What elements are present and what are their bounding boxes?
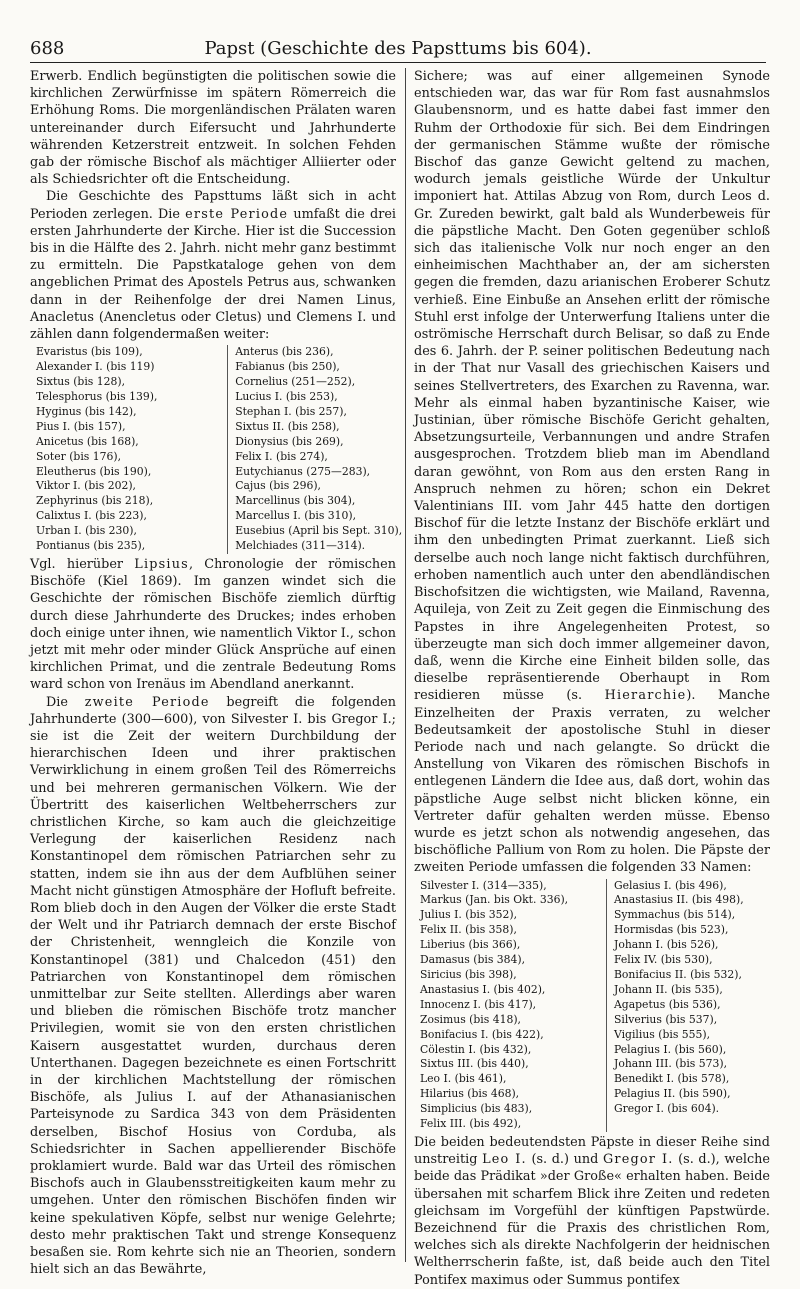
list-item: Symmachus (bis 514), (614, 908, 736, 922)
paragraph (30, 556, 396, 694)
list-item: Bonifacius II. (bis 532), (614, 967, 742, 981)
list-item: Hyginus (bis 142), (36, 404, 137, 418)
list-item: Liberius (bis 366), (420, 938, 521, 952)
page-number: 688 (30, 38, 65, 59)
paragraph: Erwerb. Endlich begünstigten die politischen sowie die kirchlichen Zerwürfnisse im spätern Römerreich die Erhöhung Roms. Die morgenländischen Prälaten waren untereinander durch Eifersucht und Jahrhunderte währenden Ketzerstreit entzweit. In solchen Fehden gab der römische Bischof als mächtiger Alliierter oder als Schiedsrichter oft die Entscheidung. (30, 69, 396, 188)
list-item: Marcellinus (bis 304), (235, 494, 356, 508)
list-item: Zosimus (bis 418), (420, 1012, 521, 1026)
list-item: Anterus (bis 236), (235, 345, 334, 359)
list-item: Telesphorus (bis 139), (36, 389, 158, 403)
text-run: ). Manche Einzelheiten der Praxis verraten, zu welcher Bedeutsamkeit der apostolische Stuhl in dieser Periode nach und nach gelangte. So drückt die Anstellung von Vikaren des römischen Bischofs in entlegenen Ländern die Idee aus, daß dort, wohin das päpstliche Auge selbst nicht blicken könne, ein Vertreter dafür gehalten werden müsse. Ebenso wurde es jetzt schon als notwendig angesehen, das bischöfliche Pallium von Rom zu holen. Die Päpste der zweiten Periode umfassen die folgenden 33 Namen: (414, 688, 770, 876)
list-item: Cornelius (251—252), (235, 375, 356, 389)
list-item: Marcellus I. (bis 310), (235, 509, 357, 523)
list-column (227, 345, 403, 554)
list-column (420, 879, 602, 1132)
list-item: Johann II. (bis 535), (614, 982, 723, 996)
text-run: begreift die folgenden Jahrhunderte (300—600), von Silvester I. bis Gregor I.; sie ist die Zeit der weitern Durchbildung der hierarchischen Ideen und ihrer praktischen Verwirklichung in einem großen Teil des Römerreichs und bei mehreren germanischen Völkern. Wie der Übertritt des kaiserlichen Weltbeherrschers zur christlichen Kirche, so kam auch die gleichzeitige Verlegung der kaiserlichen Residenz nach Konstantinopel dem römischen Patriarchen sehr zu statten, indem sie ihn aus der dem Aufblühen seiner Macht nicht günstigen Atmosphäre der Hofluft befreite. Rom blieb doch in den Augen der Völker die erste Stadt der Welt und ihr Patriarch demnach der erste Bischof der Christenheit, wenngleich die Konzile von Konstantinopel (381) und Chalcedon (451) den Patriarchen von Konstantinopel dem römischen unmittelbar zur Seite stellten. Allerdings aber waren und blieben die römischen Bischöfe trotz mancher Privilegien, womit sie von den ersten christlichen Kaisern ausgestattet wurden, durchaus deren Unterthanen. Dagegen bezeichnete es einen Fortschritt in der kirchlichen Machtstellung der römischen Bischöfe, als Julius I. auf der Athanasianischen Parteisynode zu Sardica 343 von dem Präsidenten derselben, Bischof Hosius von Corduba, als Schiedsrichter in Sachen appellierender Bischöfe proklamiert wurde. Bald war das Urteil des römischen Bischofs auch in Glaubensstreitigkeiten kaum mehr zu umgehen. Unter den römischen Bischöfen finden wir keine spekulativen Köpfe, selbst nur wenige Gelehrte; desto mehr praktischen Takt und strenge Konsequenz besaßen sie. Rom kehrte sich nie an Theorien, sondern hielt sich an das Bewährte, (30, 694, 397, 1278)
list-item: Eusebius (April bis Sept. 310), (235, 524, 403, 538)
paragraph (30, 694, 396, 1279)
list-item: Sixtus II. (bis 258), (235, 419, 340, 433)
list-item: Hormisdas (bis 523), (614, 923, 729, 937)
paragraph (414, 1134, 770, 1289)
list-item: Viktor I. (bis 202), (36, 479, 136, 493)
list-item: Dionysius (bis 269), (235, 434, 344, 448)
list-item: Damasus (bis 384), (420, 953, 526, 967)
list-item: Hilarius (bis 468), (420, 1087, 520, 1101)
text-run: , Chronologie der römischen Bischöfe (Kiel 1869). Im ganzen windet sich die Geschichte der römischen Bischöfe ziemlich dürftig durch diese Jahrhunderte des Druckes; indes erhoben doch einige unter ihnen, wie namentlich Viktor I., schon jetzt mit mehr oder minder Glück Ansprüche auf einen kirchlichen Primat, und die zentrale Bedeutung Roms ward schon von Irenäus im Abendland anerkannt. (30, 556, 396, 693)
text-run: (s. d.) und (526, 1152, 603, 1168)
list-item: Pelagius I. (bis 560), (614, 1042, 727, 1056)
list-item: Cölestin I. (bis 432), (420, 1042, 532, 1056)
paragraph (414, 68, 770, 877)
paragraph (30, 188, 396, 343)
emphasized-term: Leo I. (482, 1152, 527, 1168)
list-item: Pius I. (bis 157), (36, 419, 126, 433)
list-item: Felix I. (bis 274), (235, 449, 328, 463)
list-item: Benedikt I. (bis 578), (614, 1072, 730, 1086)
text-run: umfaßt die drei ersten Jahrhunderte der Kirche. Hier ist die Succession bis in die Hälfte des 2. Jahrh. nicht mehr ganz bestimmt zu ermitteln. Die Papstkataloge gehen von dem angeblichen Primat des Apostels Petrus aus, schwanken dann in der Reihenfolge der drei Namen Linus, Anacletus (Anencletus oder Cletus) und Clemens I. und zählen dann folgendermaßen weiter: (30, 206, 396, 343)
text-run: Die (46, 694, 85, 710)
list-item: Leo I. (bis 461), (420, 1072, 507, 1086)
list-item: Innocenz I. (bis 417), (420, 997, 537, 1011)
list-item: Julius I. (bis 352), (420, 908, 518, 922)
cross-reference: Hierarchie (604, 688, 687, 704)
list-item: Bonifacius I. (bis 422), (420, 1027, 544, 1041)
list-item: Simplicius (bis 483), (420, 1102, 533, 1116)
list-item: Gregor I. (bis 604). (614, 1102, 720, 1116)
list-item: Fabianus (bis 250), (235, 360, 340, 374)
list-item: Calixtus I. (bis 223), (36, 509, 147, 523)
list-item: Cajus (bis 296), (235, 479, 321, 493)
running-title: Papst (Geschichte des Papsttums bis 604). (204, 38, 592, 59)
emphasized-term: zweite Periode (84, 694, 210, 710)
list-item: Sixtus III. (bis 440), (420, 1057, 529, 1071)
list-item: Siricius (bis 398), (420, 967, 517, 981)
column-divider (405, 68, 406, 1262)
list-item: Johann I. (bis 526), (614, 938, 719, 952)
list-item: Felix III. (bis 492), (420, 1117, 522, 1131)
list-item: Urban I. (bis 230), (36, 524, 137, 538)
list-item: Sixtus (bis 128), (36, 375, 126, 389)
list-item: Vigilius (bis 555), (614, 1027, 711, 1041)
text-run: Vgl. hierüber (30, 556, 135, 572)
list-item: Anicetus (bis 168), (36, 434, 139, 448)
list-item: Alexander I. (bis 119) (36, 360, 155, 374)
list-item: Markus (Jan. bis Okt. 336), (420, 893, 569, 907)
list-item: Eleutherus (bis 190), (36, 464, 152, 478)
list-item: Eutychianus (275—283), (235, 464, 371, 478)
list-item: Lucius I. (bis 253), (235, 389, 338, 403)
list-item: Johann III. (bis 573), (614, 1057, 728, 1071)
list-item: Stephan I. (bis 257), (235, 404, 347, 418)
text-run: (s. d.), welche beide das Prädikat »der Große« erhalten haben. Beide übersahen mit scharfem Blick ihre Zeiten und redeten gleichsam im Vorgefühl der künftigen Papstwürde. Bezeichnend für die Praxis des christlichen Rom, welches sich als direkte Nachfolgerin der heidnischen Weltherrscherin faßte, ist, daß beide auch den Titel Pontifex maximus oder Summus pontifex (414, 1152, 770, 1288)
list-column (36, 345, 223, 554)
list-item: Gelasius I. (bis 496), (614, 878, 727, 892)
right-column (414, 68, 770, 1288)
list-item: Felix IV. (bis 530), (614, 953, 713, 967)
emphasized-term: erste Periode (185, 206, 289, 222)
text-run: Die beiden bedeutendsten Päpste in dieser Reihe sind unstreitig (414, 1134, 770, 1168)
list-item: Evaristus (bis 109), (36, 345, 143, 359)
popes-list-first-period (36, 345, 403, 554)
popes-list-second-period (420, 879, 770, 1132)
list-item: Pontianus (bis 235), (36, 539, 146, 553)
list-item: Zephyrinus (bis 218), (36, 494, 154, 508)
list-item: Anastasius II. (bis 498), (614, 893, 744, 907)
list-item: Soter (bis 176), (36, 449, 122, 463)
text-run: Die Geschichte des Papsttums läßt sich in acht Perioden zerlegen. Die (30, 189, 396, 222)
list-item: Silvester I. (314—335), (420, 878, 547, 892)
list-item: Agapetus (bis 536), (614, 997, 721, 1011)
text-run: Sichere; was auf einer allgemeinen Synode entschieden war, das war für Rom fast ausnahmslos Glaubensnorm, und es hatte dabei fast immer den Ruhm der Orthodoxie für sich. Bei dem Eindringen der germanischen Stämme wußte der römische Bischof das ganze Gewicht geltend zu machen, wodurch jemals geistliche Würde der Unkultur imponiert hat. Attilas Abzug von Rom, durch Leos d. Gr. Zureden bewirkt, galt bald als Wunderbeweis für die päpstliche Macht. Den Goten gegenüber schloß sich das italienische Volk nur noch enger an den einheimischen Machthaber an, der am sichersten gegen die fremden, dazu arianischen Eroberer Schutz verhieß. Eine Einbuße an Ansehen erlitt der römische Stuhl erst infolge der Unterwerfung Italiens unter die oströmische Herrschaft durch Belisar, so daß zu Ende des 6. Jahrh. der P. seiner politischen Bedeutung nach in der That nur Vasall des griechischen Kaisers und seines Stellvertreters, des Exarchen zu Ravenna, war. Mehr als einmal haben byzantinische Kaiser, wie Justinian, über römische Bischöfe Gericht gehalten, Absetzungsurteile, Verbannungen und andre Strafen ausgesprochen. Trotzdem blieb man im Abendland daran gewöhnt, von Rom aus den ersten Rang in Anspruch nehmen zu hören; schon ein Dekret Valentinians III. vom Jahr 445 hatte den dortigen Bischof für die letzte Instanz der Bischöfe erklärt und ihm den unbedingten Primat zuerkannt. Ließ sich derselbe auch noch lange nicht faktisch durchführen, erhoben namentlich auch unter den abendländischen Bischofsitzen die wichtigsten, wie Mailand, Ravenna, Aquileja, von Zeit zu Zeit gegen die Einmischung des Papstes in ihre Angelegenheiten Protest, so überzeugte man sich doch immer allgemeiner davon, daß, wenn die Kirche eine Einheit bilden solle, das dieselbe repräsentierende Oberhaupt in Rom residieren müsse (s. (414, 69, 770, 704)
left-column (30, 68, 403, 1278)
list-column (606, 879, 774, 1132)
list-item: Silverius (bis 537), (614, 1012, 718, 1026)
list-item: Anastasius I. (bis 402), (420, 982, 546, 996)
emphasized-term: Gregor I. (602, 1152, 674, 1168)
list-item: Melchiades (311—314). (235, 539, 366, 553)
list-item: Pelagius II. (bis 590), (614, 1087, 731, 1101)
emphasized-term: Lipsius (134, 556, 189, 572)
page-header (30, 36, 766, 63)
list-item: Felix II. (bis 358), (420, 923, 517, 937)
